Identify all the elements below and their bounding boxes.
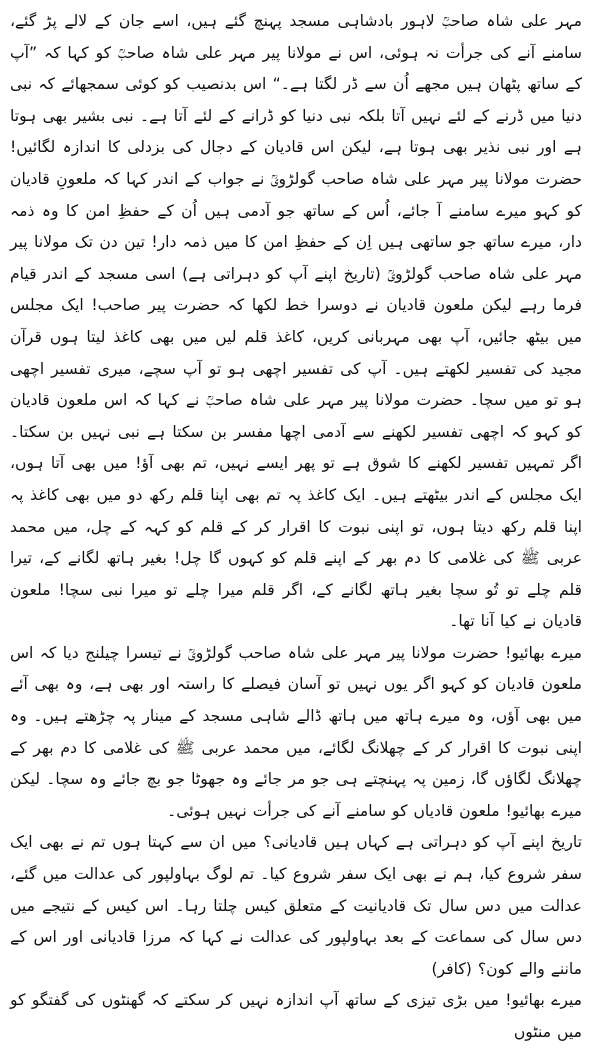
- paragraph-3: تاریخ اپنے آپ کو دہراتی ہے کہاں ہیں قادیانی؟ میں ان سے کہتا ہوں تم نے بھی ایک سفر شروع کیا، ہم نے بھی ایک سفر شروع کیا۔ تم لوگ بہاولپور کی عدالت میں گئے، عدالت میں دس سال تک قادیانیت کے متعلق کیس چلتا رہا۔ اس کیس کے نتیجے میں دس سال کی سماعت کے بعد بہاولپور کی عدالت نے کہا کہ مرزا قادیانی اور اس کے ماننے والے کون؟ (کافر): [10, 833, 582, 978]
- paragraph-2: میرے بھائیو! حضرت مولانا پیر مہر علی شاہ صاحب گولڑویؒ نے تیسرا چیلنج دیا کہ اس ملعون قادیان کو کہو اگر یوں نہیں تو آسان فیصلے کا راستہ اور بھی ہے، وہ بھی آئے میں بھی آؤں، وہ میرے ہاتھ میں ہاتھ ڈالے شاہی مسجد کے مینار پہ چڑھتے ہیں۔ وہ اپنی نبوت کا اقرار کر کے چھلانگ لگائے، میں محمد عربی ﷺ کی غلامی کا دم بھر کے چھلانگ لگاؤں گا، زمین پہ پہنچتے ہی جو مر جائے وہ جھوٹا جو بچ جائے وہ سچا۔ لیکن میرے بھائیو! ملعون قادیاں کو سامنے آنے کی جرأت نہیں ہوئی۔: [10, 643, 582, 820]
- paragraph-1: مہر علی شاہ صاحبؒ لاہور بادشاہی مسجد پہنچ گئے ہیں، اسے جان کے لالے پڑ گئے، سامنے آنے کی جرأت نہ ہوئی، اس نے مولانا پیر مہر علی شاہ صاحبؒ کو کہا کہ ”آپ کے ساتھ پٹھان ہیں مجھے اُن سے ڈر لگتا ہے۔“ اس بدنصیب کو کوئی سمجھائے کہ نبی دنیا میں ڈرنے کے لئے نہیں آتا بلکہ نبی دنیا کو ڈرانے کے لئے آتا ہے۔ نبی بشیر بھی ہوتا ہے اور نبی نذیر بھی ہوتا ہے، لیکن اس قادیان کے دجال کی بزدلی کا اندازہ لگائیں! حضرت مولانا پیر مہر علی شاہ صاحب گولڑویؒ نے جواب کے اندر کہا کہ ملعونِ قادیان کو کہو میرے سامنے آ جائے، اُس کے ساتھ جو آدمی ہیں اُن کے حفظِ امن کا وہ ذمہ دار، میرے ساتھ جو ساتھی ہیں اِن کے حفظِ امن کا میں ذمہ دار! تین دن تک مولانا پیر مہر علی شاہ صاحب گولڑویؒ (تاریخ اپنے آپ کو دہراتی ہے) اسی مسجد کے اندر قیام فرما رہے لیکن ملعون قادیان نے دوسرا خط لکھا کہ حضرت پیر صاحب! ایک مجلس میں بیٹھ جائیں، آپ بھی مہربانی کریں، کاغذ قلم لیں میں بھی کاغذ لیتا ہوں قرآن مجید کی تفسیر لکھتے ہیں۔ آپ کی تفسیر اچھی ہو تو آپ سچے، میری تفسیر اچھی ہو تو میں سچا۔ حضرت مولانا پیر مہر علی شاہ صاحبؒ نے کہا کہ اس ملعون قادیان کو کہو کہ اچھی تفسیر لکھنے سے آدمی اچھا مفسر بن سکتا ہے نبی نہیں بن سکتا۔ اگر تمہیں تفسیر لکھنے کا شوق ہے تو پھر ایسے نہیں، تم بھی آؤ! میں بھی آتا ہوں، ایک مجلس کے اندر بیٹھتے ہیں۔ ایک کاغذ پہ تم بھی اپنا قلم رکھ دو میں بھی کاغذ پہ اپنا قلم رکھ دیتا ہوں، تو اپنی نبوت کا اقرار کر کے قلم کو کہہ کے چل، میں محمد عربی ﷺ کی غلامی کا دم بھر کے اپنے قلم کو کہوں گا چل! بغیر ہاتھ لگانے کے، تیرا قلم چلے تو تُو سچا بغیر ہاتھ لگانے کے، اگر قلم میرا چلے تو میرا نبی سچا! ملعون قادیان نے کیا آنا تھا۔: [10, 12, 582, 631]
- paragraph-4: میرے بھائیو! میں بڑی تیزی کے ساتھ آپ اندازہ نہیں کر سکتے کہ گھنٹوں کی گفتگو کو میں منٹوں: [10, 991, 582, 1041]
